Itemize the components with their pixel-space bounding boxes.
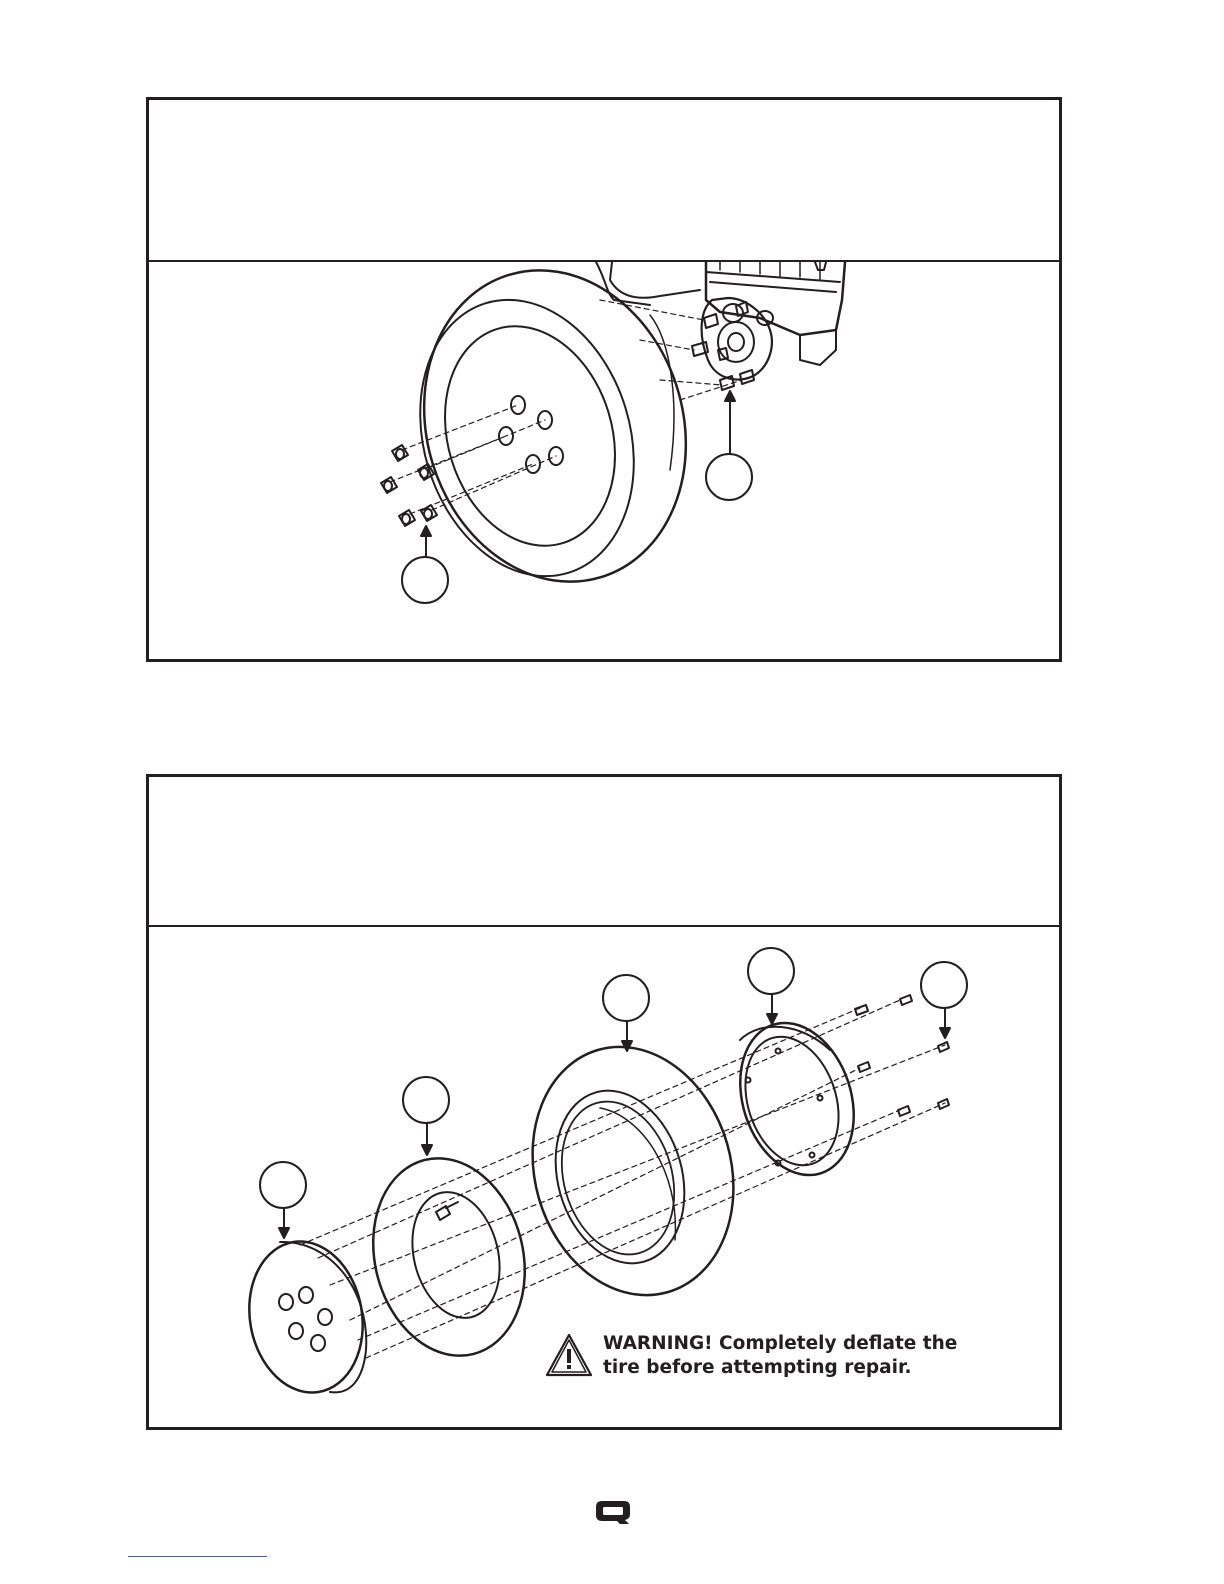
q-brand-logo-icon [595,1499,631,1525]
footer-rule [128,1556,267,1557]
inner-rim-half [238,1232,375,1401]
warning-line-2: tire before attempting repair. [603,1357,912,1378]
warning-text [603,1332,957,1380]
warning-notice [545,1332,1005,1382]
callout-inner-rim [260,1162,306,1238]
tire [504,1023,762,1319]
callout-outer-rim [748,948,794,1024]
callout-bolts [921,962,967,1038]
callout-tire [603,975,649,1051]
callout-inner-tube [403,1077,449,1155]
warning-line-1: WARNING! Completely deflate the [603,1333,958,1354]
inner-tube [353,1142,545,1372]
warning-triangle-icon [545,1332,593,1378]
assembly-guide-lines [300,1000,945,1358]
